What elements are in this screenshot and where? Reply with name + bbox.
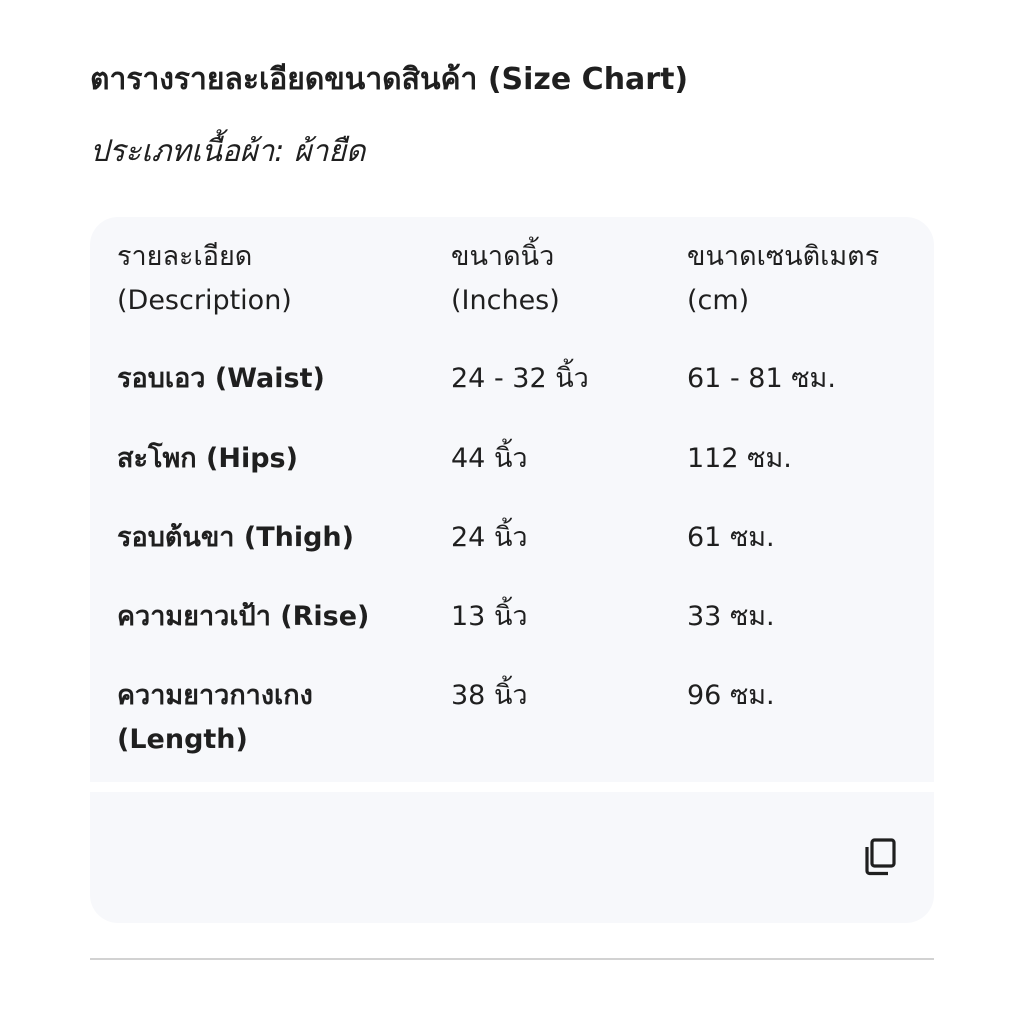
row-hips-cm: 112 ซม.: [687, 443, 792, 474]
row-rise-cm: 33 ซม.: [687, 601, 775, 632]
row-length-description: ความยาวกางเกง (Length): [117, 680, 313, 755]
page-title: ตารางรายละเอียดขนาดสินค้า (Size Chart): [90, 62, 689, 97]
code-block-footer: [90, 792, 934, 923]
header-inches: ขนาดนิ้ว (Inches): [451, 241, 560, 316]
row-hips-inches: 44 นิ้ว: [451, 443, 528, 474]
header-cm: ขนาดเซนติเมตร (cm): [687, 241, 880, 316]
row-waist-cm: 61 - 81 ซม.: [687, 363, 836, 394]
copy-icon: [864, 838, 898, 876]
copy-button[interactable]: [856, 832, 906, 882]
row-rise-description: ความยาวเป้า (Rise): [117, 601, 370, 632]
divider: [90, 958, 934, 960]
row-thigh-description: รอบต้นขา (Thigh): [117, 522, 354, 553]
row-waist-inches: 24 - 32 นิ้ว: [451, 363, 589, 394]
row-length-cm: 96 ซม.: [687, 680, 775, 711]
size-chart-table: [90, 217, 934, 782]
row-thigh-cm: 61 ซม.: [687, 522, 775, 553]
row-hips-description: สะโพก (Hips): [117, 443, 298, 474]
fabric-type-subtitle: ประเภทเนื้อผ้า: ผ้ายืด: [90, 134, 366, 169]
row-rise-inches: 13 นิ้ว: [451, 601, 528, 632]
row-thigh-inches: 24 นิ้ว: [451, 522, 528, 553]
header-description: รายละเอียด (Description): [117, 241, 292, 316]
row-length-inches: 38 นิ้ว: [451, 680, 528, 711]
row-waist-description: รอบเอว (Waist): [117, 363, 325, 394]
